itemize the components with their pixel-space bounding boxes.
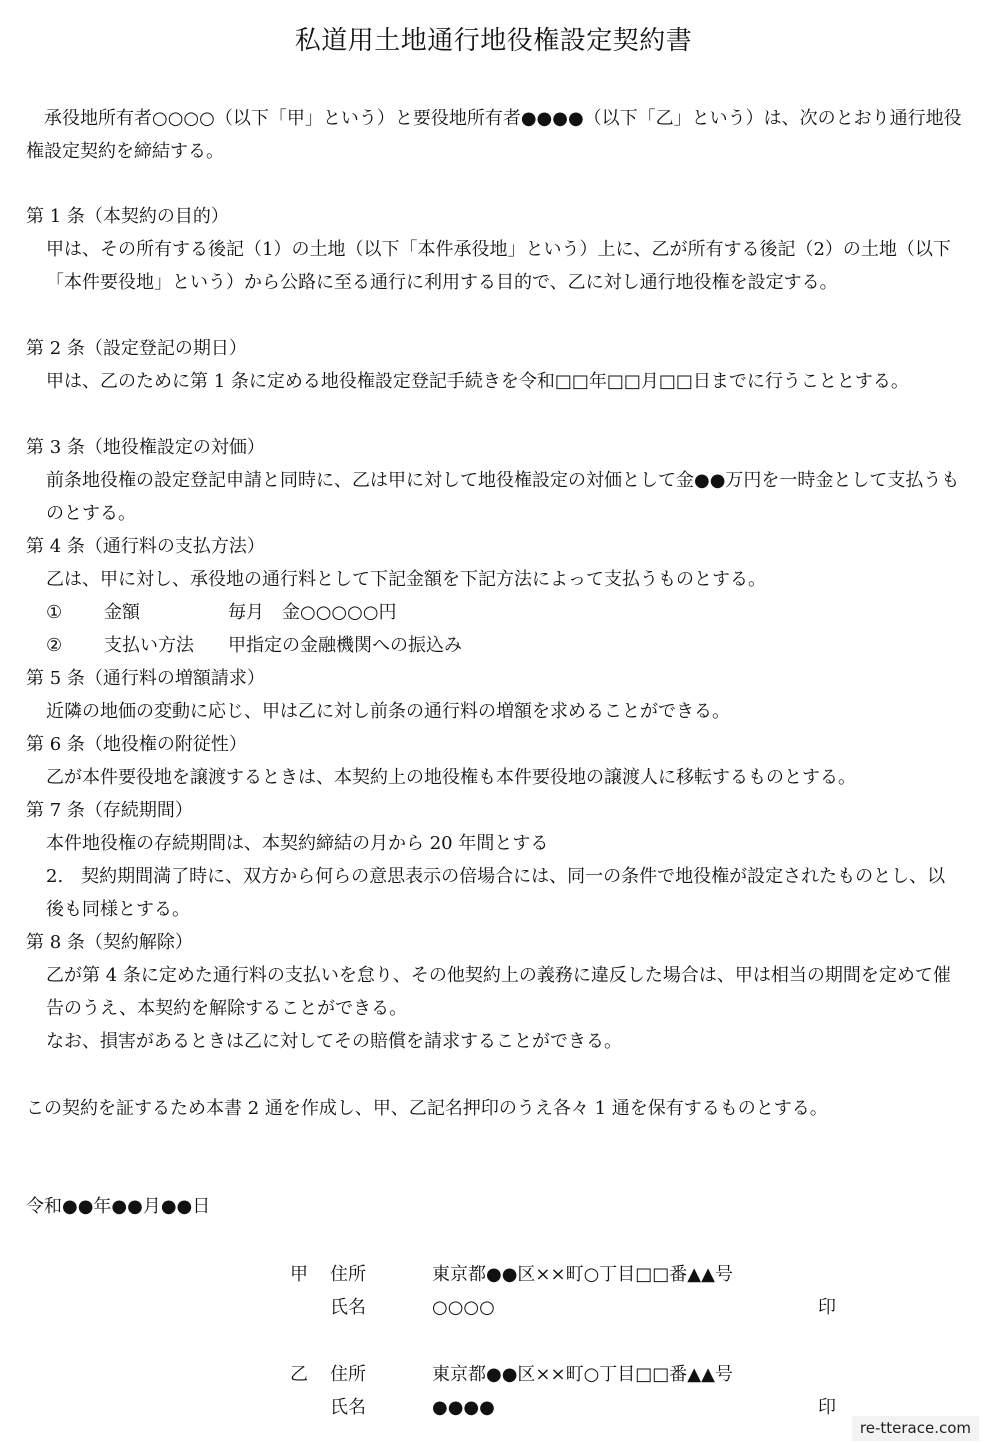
article-7-heading: 第 7 条（存続期間）: [26, 800, 193, 821]
address-value: 東京都●●区××町○丁目□□番▲▲号: [432, 1364, 733, 1385]
preamble: 承役地所有者○○○○（以下「甲」という）と要役地所有者●●●●（以下「乙」という）は、次のとおり通行地役権設定契約を締結する。: [26, 108, 962, 162]
name-label: 氏名: [330, 1397, 366, 1418]
article-4-heading: 第 4 条（通行料の支払方法）: [26, 536, 265, 557]
article-8-heading: 第 8 条（契約解除）: [26, 932, 193, 953]
article-7-text-1: 本件地役権の存続期間は、本契約締結の月から 20 年間とする: [46, 833, 549, 854]
closing-statement: この契約を証するため本書 2 通を作成し、甲、乙記名押印のうえ各々 1 通を保有するものとする。: [26, 1098, 828, 1119]
article-7-text-2: 2. 契約期間満了時に、双方から何らの意思表示の倍場合には、同一の条件で地役権が設定されたものとし、以後も同様とする。: [46, 866, 946, 920]
contract-date: 令和●●年●●月●●日: [26, 1196, 211, 1217]
party-role: 甲: [290, 1264, 308, 1285]
item-label: 支払い方法: [104, 635, 194, 656]
article-8-text-2: なお、損害があるときは乙に対してその賠償を請求することができる。: [46, 1031, 622, 1052]
article-2-heading: 第 2 条（設定登記の期日）: [26, 338, 247, 359]
address-label: 住所: [330, 1264, 366, 1285]
watermark: re-tterace.com: [852, 1416, 979, 1441]
name-label: 氏名: [330, 1297, 366, 1318]
article-5-text: 近隣の地価の変動に応じ、甲は乙に対し前条の通行料の増額を求めることができる。: [46, 701, 730, 722]
item-number: ②: [46, 635, 63, 656]
article-3-text: 前条地役権の設定登記申請と同時に、乙は甲に対して地役権設定の対価として金●●万円を一時金として支払うものとする。: [46, 470, 960, 524]
article-1-text: 甲は、その所有する後記（1）の土地（以下「本件承役地」という）上に、乙が所有する後記（2）の土地（以下「本件要役地」という）から公路に至る通行に利用する目的で、乙に対し通行地役権を設定する。: [46, 239, 951, 293]
item-value: 毎月 金○○○○○円: [228, 602, 397, 623]
address-label: 住所: [330, 1364, 366, 1385]
item-value: 甲指定の金融機関への振込み: [228, 635, 462, 656]
seal-mark: 印: [818, 1397, 836, 1418]
seal-mark: 印: [818, 1297, 836, 1318]
page-title: 私道用土地通行地役権設定契約書: [294, 26, 693, 56]
item-number: ①: [46, 602, 63, 623]
name-value: ○○○○: [432, 1297, 495, 1318]
article-1-heading: 第 1 条（本契約の目的）: [26, 206, 229, 227]
article-8-text-1: 乙が第 4 条に定めた通行料の支払いを怠り、その他契約上の義務に違反した場合は、甲は相当の期間を定めて催告のうえ、本契約を解除することができる。: [46, 965, 951, 1019]
article-2-text: 甲は、乙のために第 1 条に定める地役権設定登記手続きを令和□□年□□月□□日までに行うこととする。: [46, 371, 909, 392]
article-6-text: 乙が本件要役地を譲渡するときは、本契約上の地役権も本件要役地の譲渡人に移転するものとする。: [46, 767, 856, 788]
article-3-heading: 第 3 条（地役権設定の対価）: [26, 437, 265, 458]
item-label: 金額: [104, 602, 140, 623]
article-4-text: 乙は、甲に対し、承役地の通行料として下記金額を下記方法によって支払うものとする。: [46, 569, 766, 590]
party-role: 乙: [290, 1364, 308, 1385]
address-value: 東京都●●区××町○丁目□□番▲▲号: [432, 1264, 733, 1285]
article-5-heading: 第 5 条（通行料の増額請求）: [26, 668, 265, 689]
article-6-heading: 第 6 条（地役権の附従性）: [26, 734, 247, 755]
name-value: ●●●●: [432, 1397, 495, 1418]
